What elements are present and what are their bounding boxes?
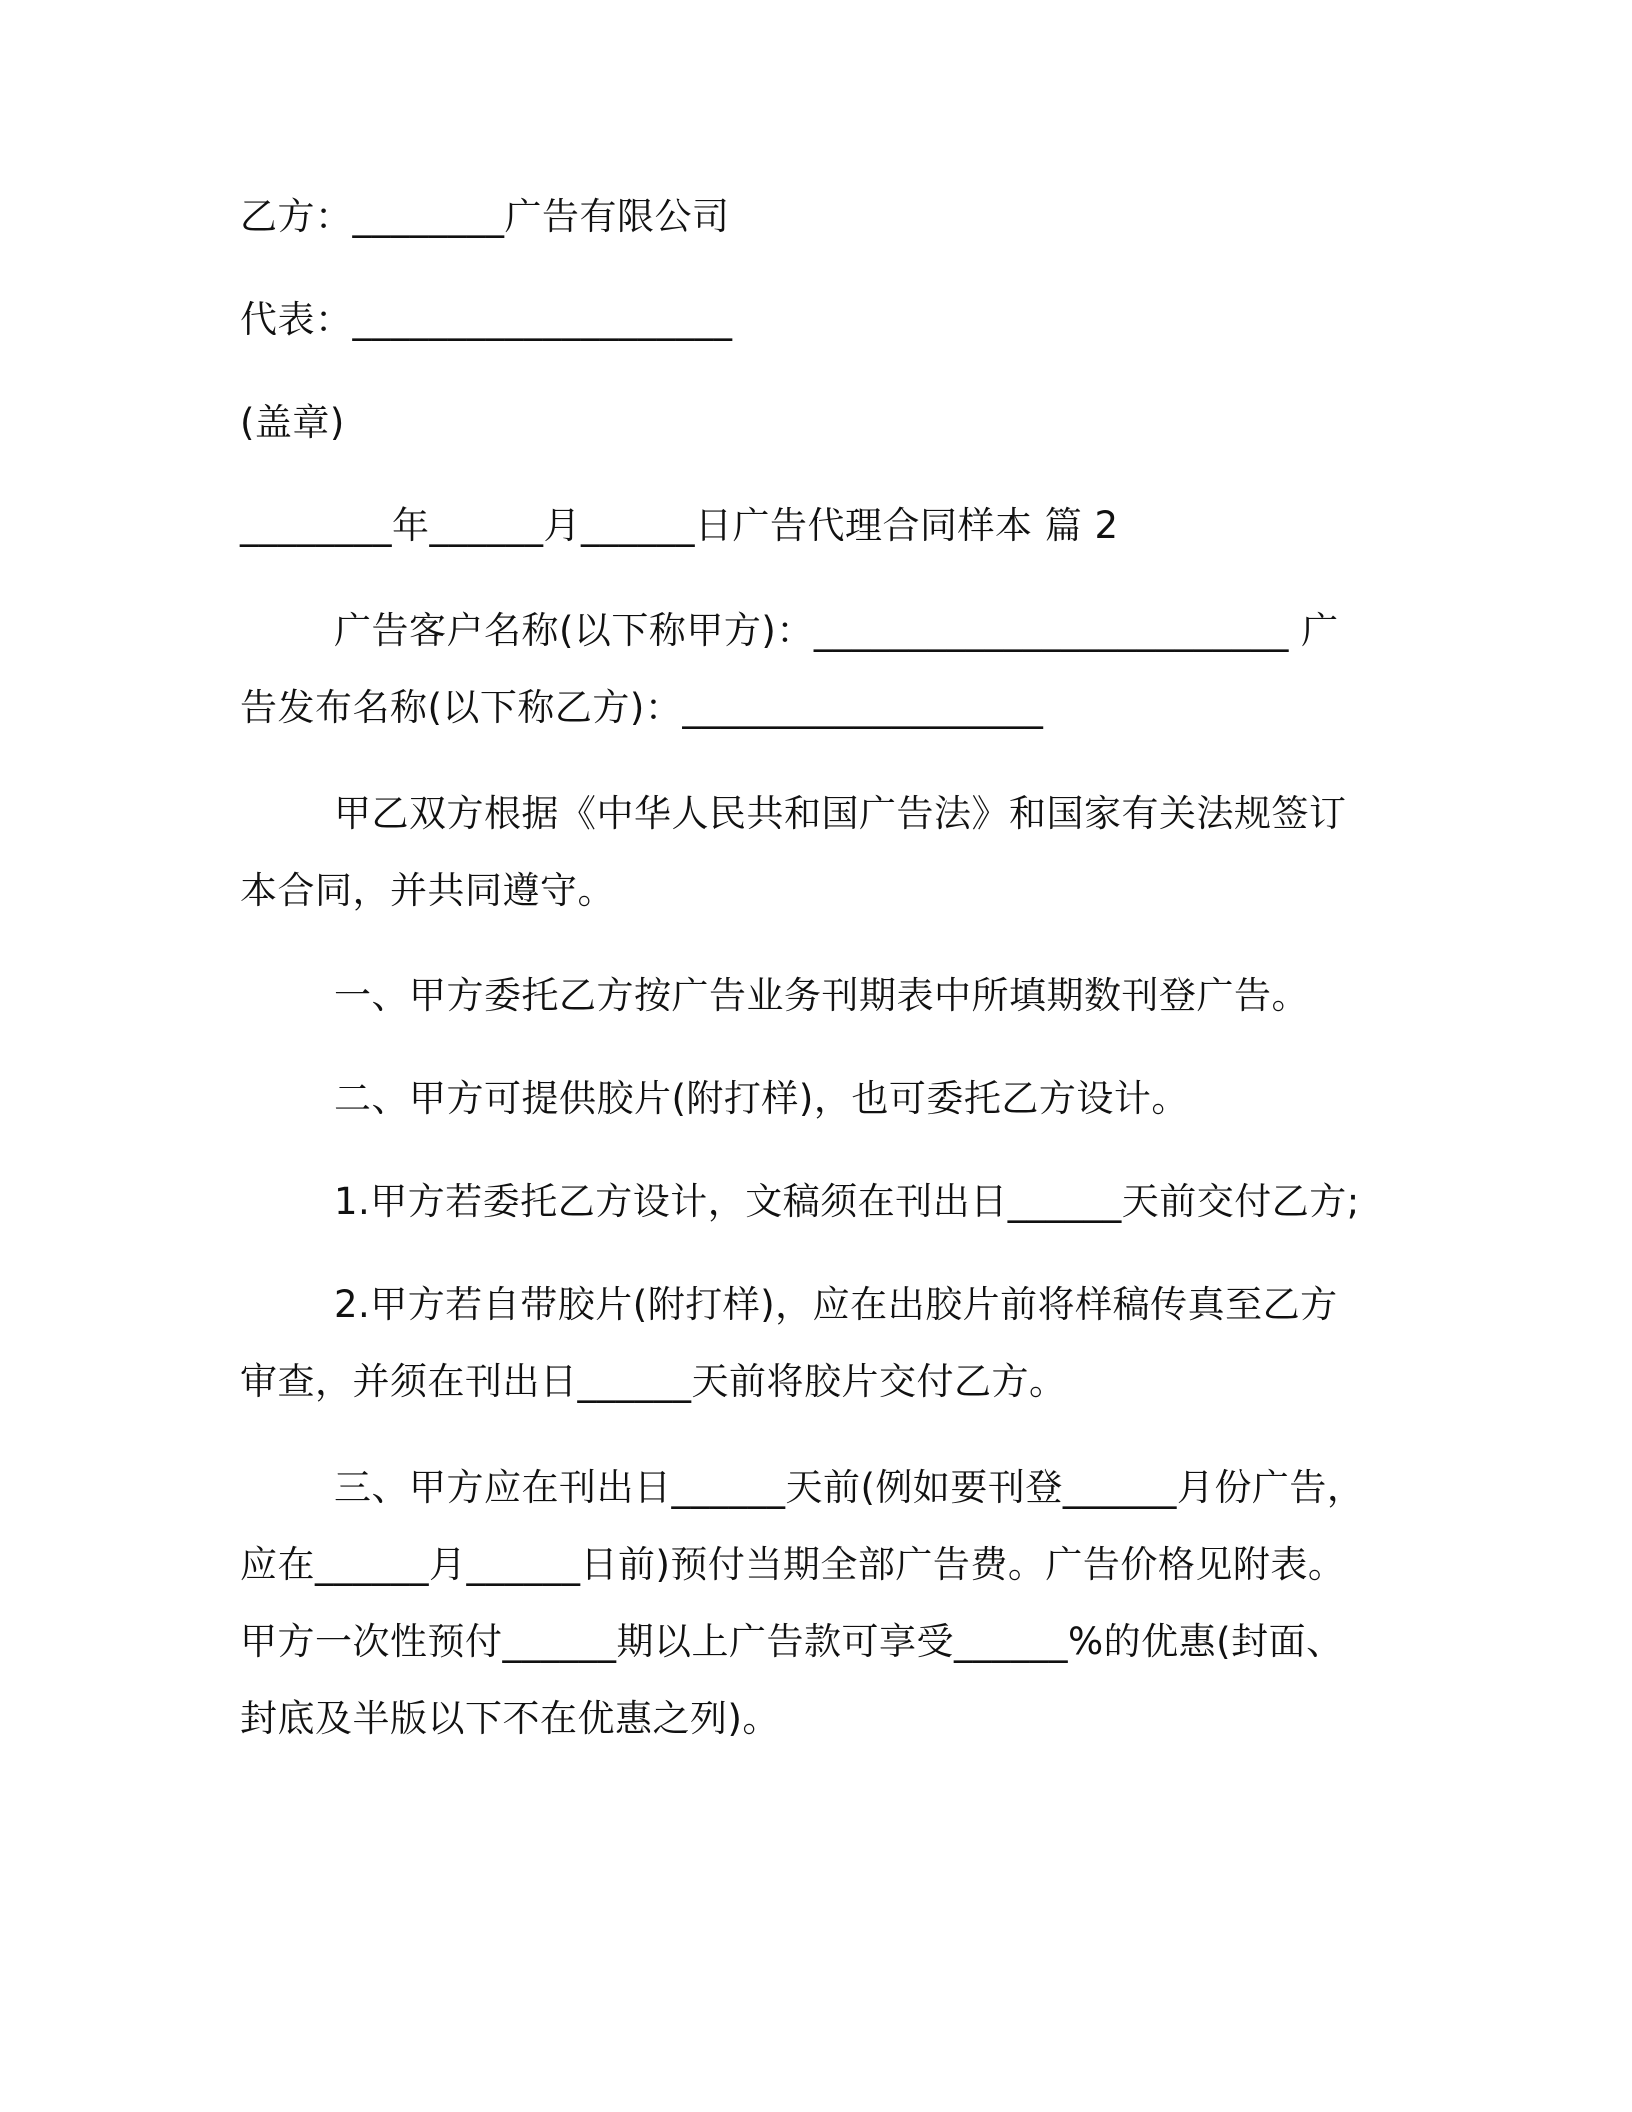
clause-1-paragraph: 一、甲方委托乙方按广告业务刊期表中所填期数刊登广告。 xyxy=(334,974,1309,1017)
date-title-line: ________年______月______日广告代理合同样本 篇 2 xyxy=(240,504,1119,547)
party-b-line: 乙方：________广告有限公司 xyxy=(240,195,730,238)
clause-2-paragraph: 二、甲方可提供胶片(附打样)，也可委托乙方设计。 xyxy=(334,1077,1189,1120)
agreement-paragraph: 甲乙双方根据《中华人民共和国广告法》和国家有关法规签订本合同，并共同遵守。 xyxy=(240,792,1347,912)
clause-3-paragraph: 三、甲方应在刊出日______天前(例如要刊登______月份广告，应在______月______日前)预付当期全部广告费。广告价格见附表。甲方一次性预付______期以上广告款可享受______%的优惠(封面、封底及半版以下不在优惠之列)。 xyxy=(240,1466,1365,1740)
client-names-paragraph: 广告客户名称(以下称甲方)：_________________________ 广告发布名称(以下称乙方)：___________________ xyxy=(240,609,1339,729)
seal-line: (盖章) xyxy=(240,401,345,444)
clause-2-item-2-paragraph: 2.甲方若自带胶片(附打样)，应在出胶片前将样稿传真至乙方审查，并须在刊出日______天前将胶片交付乙方。 xyxy=(240,1283,1338,1403)
representative-line: 代表：____________________ xyxy=(240,298,733,341)
clause-2-item-1-paragraph: 1.甲方若委托乙方设计，文稿须在刊出日______天前交付乙方; xyxy=(334,1180,1360,1223)
